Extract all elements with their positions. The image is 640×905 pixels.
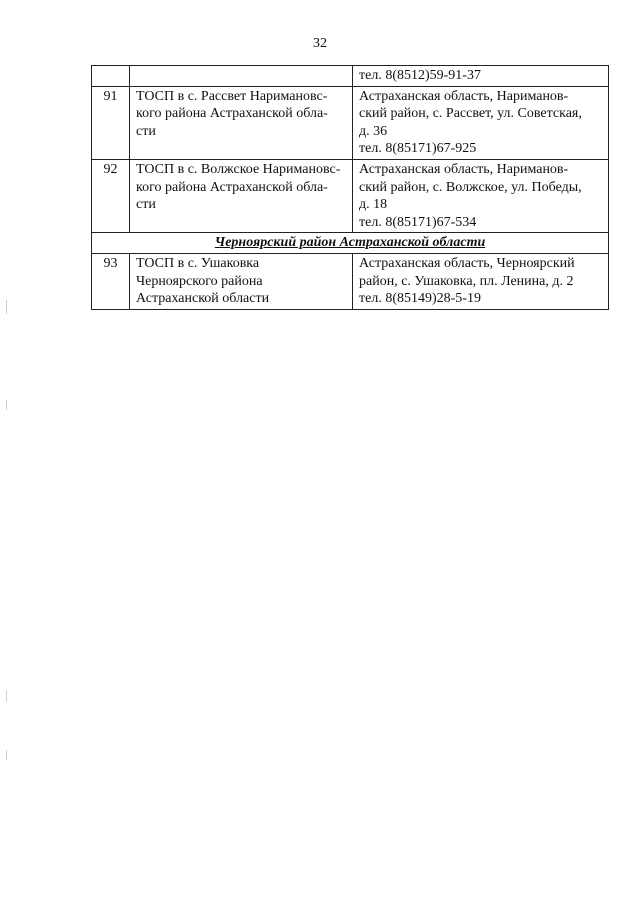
office-name-line: кого района Астраханской обла- bbox=[136, 179, 328, 195]
phone-text: тел. 8(85171)67-925 bbox=[359, 141, 477, 157]
address-cell bbox=[353, 159, 609, 232]
office-name-line: кого района Астраханской обла- bbox=[136, 106, 328, 122]
address-line: Астраханская область, Нариманов- bbox=[359, 161, 569, 177]
section-header: Черноярский район Астраханской области bbox=[92, 233, 609, 254]
scan-margin-mark bbox=[6, 400, 7, 410]
office-name-line: сти bbox=[136, 197, 156, 213]
table-row-carry-over bbox=[92, 66, 609, 87]
office-name-line: ТОСП в с. Рассвет Наримановс- bbox=[136, 88, 328, 104]
address-line: район, с. Ушаковка, пл. Ленина, д. 2 bbox=[359, 273, 574, 289]
table-row bbox=[92, 159, 609, 232]
address-line: д. 18 bbox=[359, 197, 388, 213]
office-name-cell bbox=[130, 66, 353, 87]
office-name-line: Черноярского района bbox=[136, 273, 263, 289]
office-name-line: ТОСП в с. Ушаковка bbox=[136, 255, 260, 271]
address-cell bbox=[353, 66, 609, 87]
office-name-line: Астраханской области bbox=[136, 291, 270, 307]
page-number: 32 bbox=[313, 36, 327, 51]
offices-table bbox=[91, 65, 609, 310]
office-name-line: сти bbox=[136, 123, 156, 139]
office-name-cell bbox=[130, 253, 353, 309]
scan-margin-mark bbox=[6, 750, 7, 760]
address-line: Астраханская область, Черноярский bbox=[359, 255, 575, 271]
office-name-cell bbox=[130, 159, 353, 232]
address-cell bbox=[353, 253, 609, 309]
address-cell bbox=[353, 86, 609, 159]
scan-margin-mark bbox=[6, 300, 7, 314]
row-number: 91 bbox=[92, 86, 130, 159]
phone-text: тел. 8(85171)67-534 bbox=[359, 214, 477, 230]
section-header-row bbox=[92, 233, 609, 254]
address-line: ский район, с. Рассвет, ул. Советская, bbox=[359, 106, 582, 122]
scan-margin-mark bbox=[6, 690, 7, 702]
row-number: 92 bbox=[92, 159, 130, 232]
phone-text: тел. 8(85149)28-5-19 bbox=[359, 291, 481, 307]
office-name-cell bbox=[130, 86, 353, 159]
table-row bbox=[92, 253, 609, 309]
office-name-line: ТОСП в с. Волжское Наримановс- bbox=[136, 161, 341, 177]
row-number-cell bbox=[92, 66, 130, 87]
table-row bbox=[92, 86, 609, 159]
address-line: Астраханская область, Нариманов- bbox=[359, 88, 569, 104]
address-line: д. 36 bbox=[359, 123, 388, 139]
row-number: 93 bbox=[92, 253, 130, 309]
phone-text: тел. 8(8512)59-91-37 bbox=[359, 68, 481, 83]
address-line: ский район, с. Волжское, ул. Победы, bbox=[359, 179, 582, 195]
